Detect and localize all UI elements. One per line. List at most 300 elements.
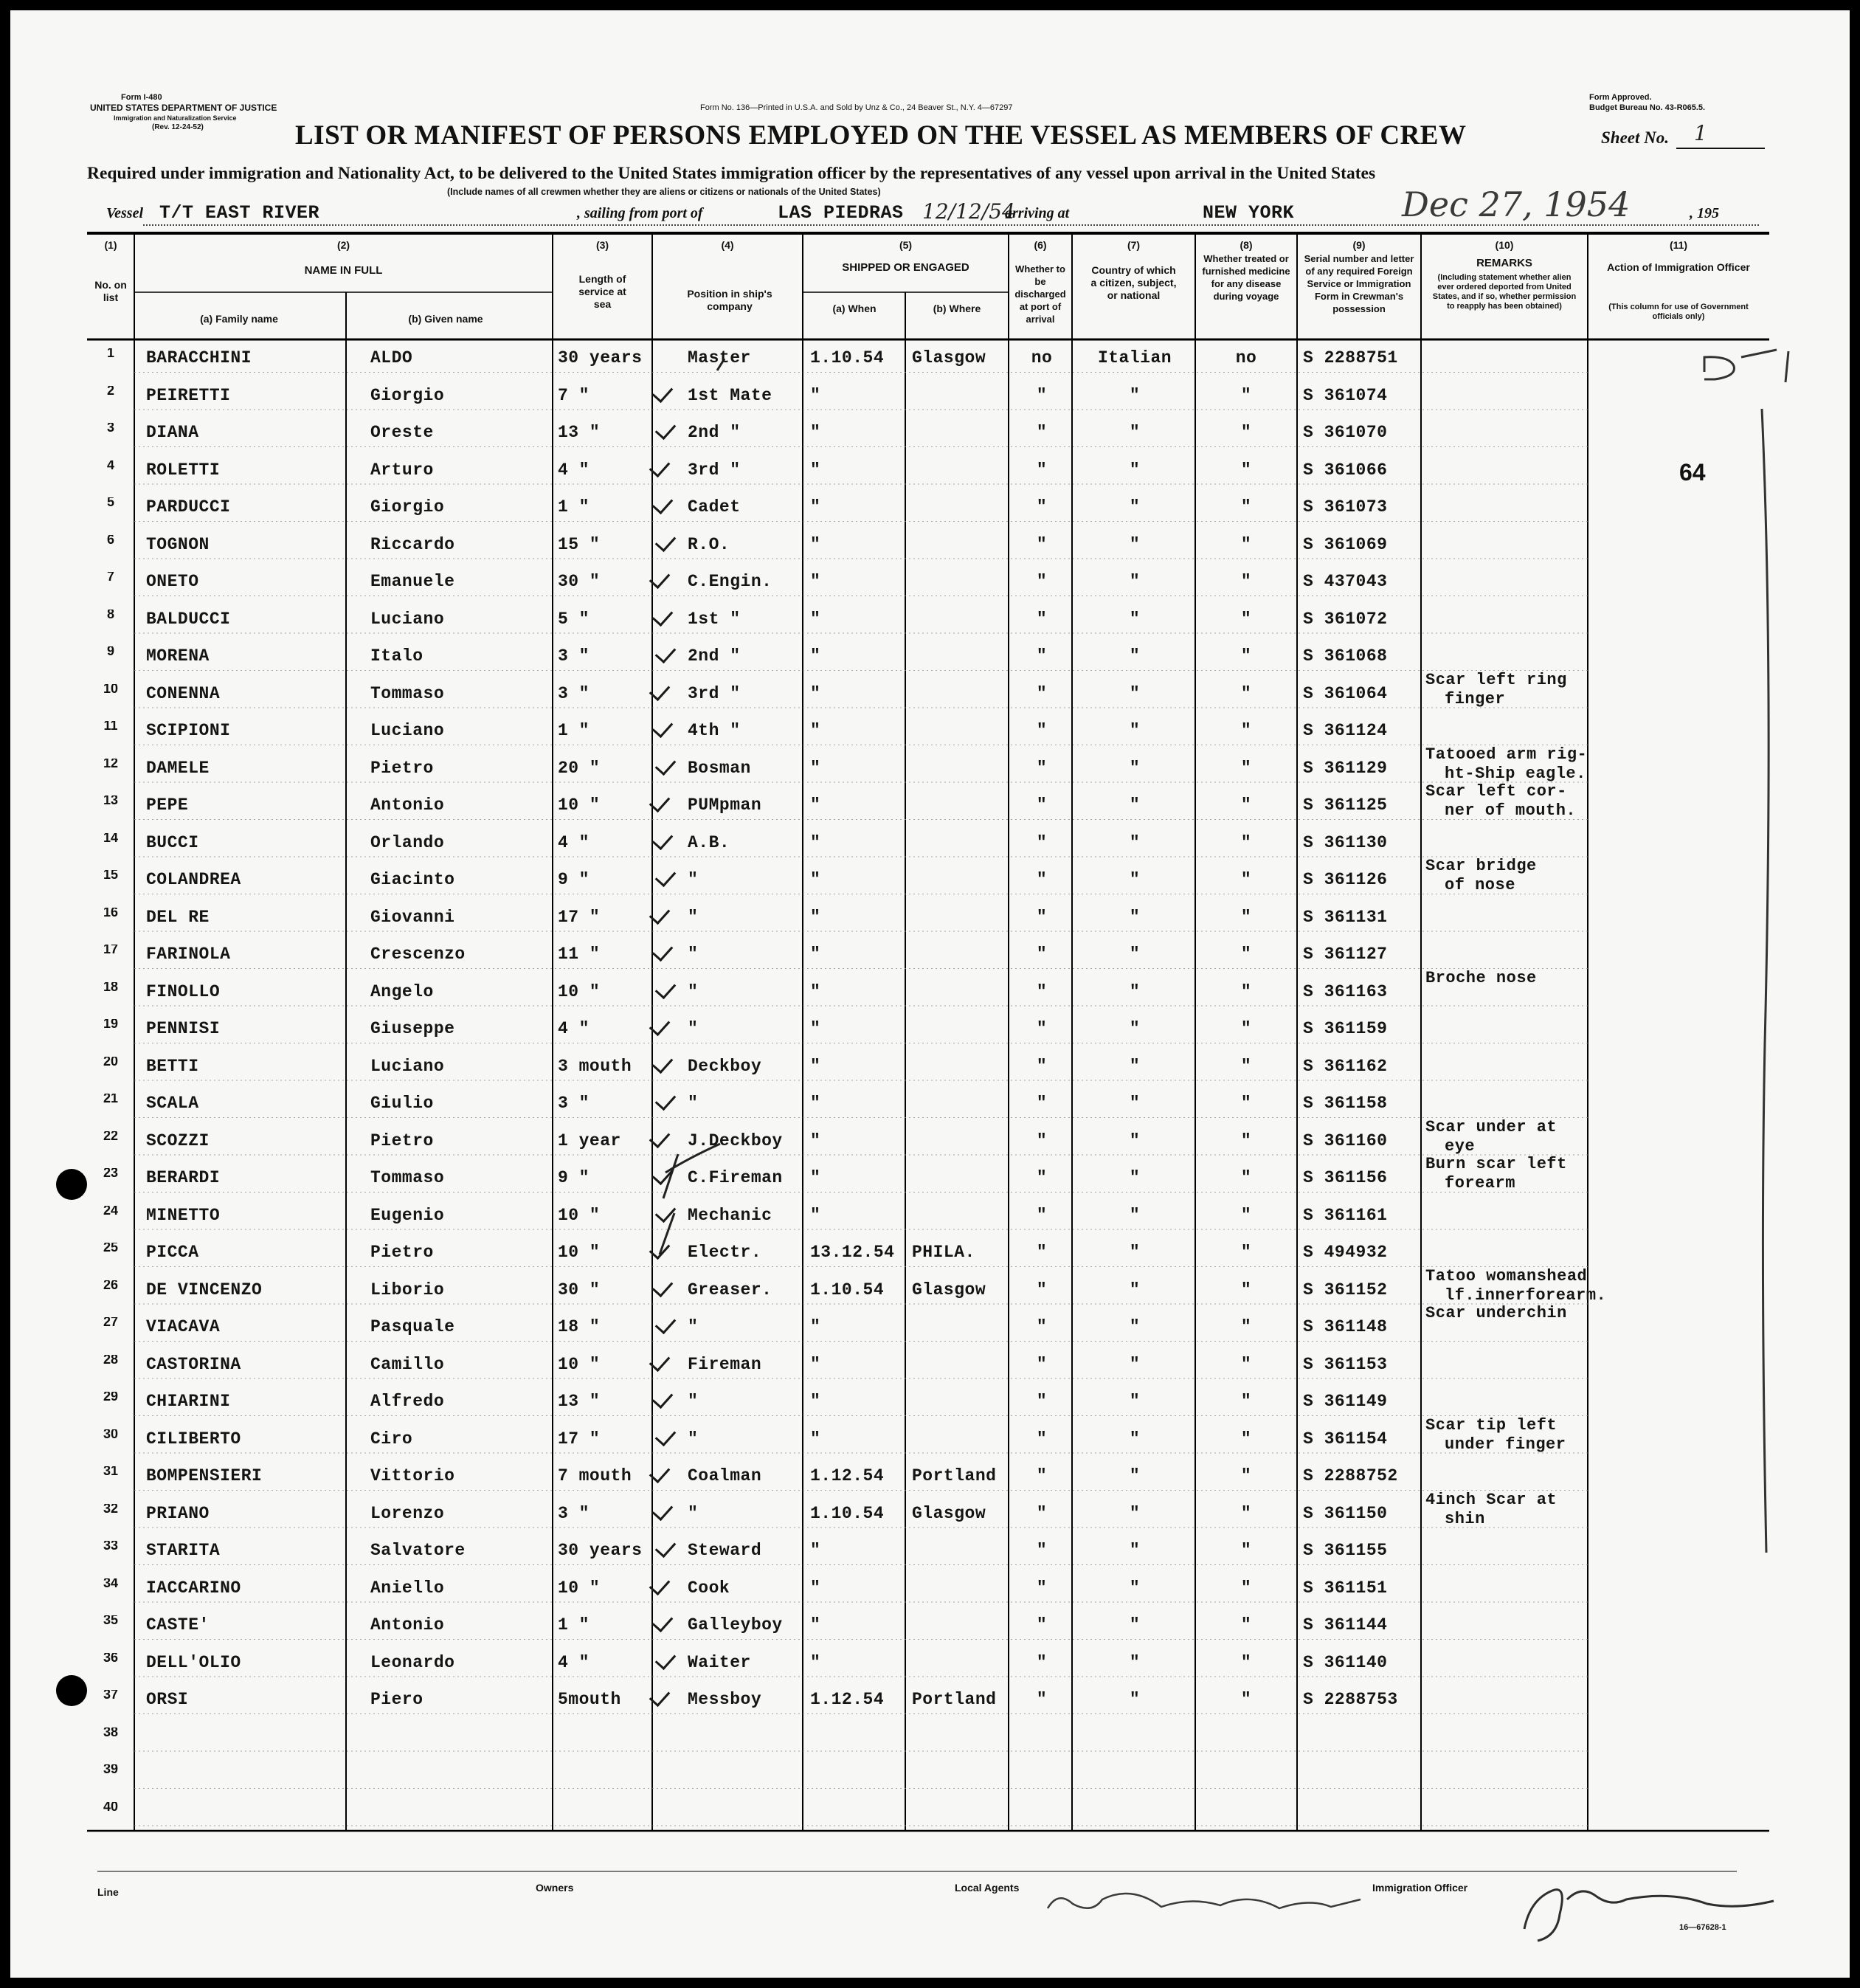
cell-pos: Steward	[688, 1541, 762, 1560]
cell-ctry: "	[1129, 721, 1141, 740]
cell-ser: S 361163	[1303, 981, 1388, 1001]
departure-port: LAS PIEDRAS	[778, 202, 904, 224]
cell-when: "	[810, 1615, 821, 1635]
cell-med: "	[1240, 460, 1252, 480]
cell-len: 30 "	[558, 572, 601, 591]
cell-med: "	[1240, 609, 1252, 629]
cell-n: 17	[103, 945, 119, 954]
cell-dis: "	[1036, 1205, 1048, 1225]
binder-hole-bottom	[56, 1675, 87, 1706]
cell-fam: BUCCI	[146, 832, 199, 852]
cell-n: 6	[106, 534, 114, 545]
cell-med: "	[1240, 1541, 1252, 1560]
cell-ser: S 361150	[1303, 1503, 1388, 1523]
cell-pos: Fireman	[688, 1354, 762, 1374]
cell-pos: "	[688, 1503, 699, 1523]
cell-pos: Greaser.	[688, 1280, 772, 1300]
cell-when: "	[810, 832, 821, 852]
cell-n: 36	[103, 1652, 119, 1663]
cell-med: "	[1240, 1243, 1252, 1262]
cell-fam: VIACAVA	[146, 1317, 221, 1336]
cell-dis: "	[1036, 609, 1048, 629]
cell-dis: "	[1036, 1354, 1048, 1374]
cell-ctry: "	[1129, 1168, 1141, 1187]
cell-giv: Liborio	[370, 1280, 445, 1300]
cell-fam: BOMPENSIERI	[146, 1466, 263, 1485]
cell-med: "	[1240, 981, 1252, 1001]
cell-med: "	[1240, 1652, 1252, 1672]
remarks-line-2: ner of mouth.	[1445, 801, 1577, 820]
col-num-4: (4)	[721, 239, 734, 251]
cell-fam: PENNISI	[146, 1019, 221, 1038]
cell-giv: Eugenio	[370, 1205, 445, 1225]
remarks-line-2: forearm	[1445, 1174, 1515, 1193]
cell-ctry: "	[1129, 1690, 1141, 1709]
cell-len: 3 "	[558, 683, 590, 703]
cell-ser: S 2288753	[1303, 1690, 1398, 1709]
cell-when: "	[810, 945, 821, 964]
cell-fam: SCIPIONI	[146, 721, 231, 740]
cell-ctry: "	[1129, 1019, 1141, 1038]
cell-n: 9	[106, 646, 114, 656]
cell-n: 15	[103, 870, 119, 880]
cell-when: "	[810, 1354, 821, 1374]
cell-ctry: "	[1129, 1652, 1141, 1672]
cell-pos: Deckboy	[688, 1056, 762, 1076]
cell-dis: "	[1036, 1056, 1048, 1076]
cell-pos: PUMpman	[688, 795, 762, 815]
cell-ctry: "	[1129, 1503, 1141, 1523]
cell-dis: "	[1036, 795, 1048, 815]
cell-when: "	[810, 1392, 821, 1411]
cell-ser: S 361064	[1303, 683, 1388, 703]
cell-med: "	[1240, 1690, 1252, 1709]
cell-len: 5mouth	[558, 1690, 621, 1709]
cell-when: 1.10.54	[810, 1280, 885, 1300]
cell-giv: Camillo	[370, 1354, 445, 1374]
cell-n: 18	[103, 981, 119, 992]
cell-dis: "	[1036, 534, 1048, 554]
cell-n: 23	[103, 1168, 119, 1178]
cell-ser: S 361074	[1303, 385, 1388, 405]
cell-len: 4 "	[558, 1019, 590, 1038]
cell-pos: 3rd "	[688, 683, 741, 703]
col-discharged: Whether to be discharged at port of arrival	[1014, 263, 1066, 325]
cell-pos: "	[688, 907, 699, 927]
cell-when: "	[810, 981, 821, 1001]
cell-n: 24	[103, 1205, 119, 1215]
cell-len: 1 "	[558, 497, 590, 517]
cell-ser: S 361149	[1303, 1392, 1388, 1411]
vessel-name: T/T EAST RIVER	[159, 202, 320, 224]
rev-label: (Rev. 12-24-52)	[152, 123, 204, 131]
cell-len: 10 "	[558, 1354, 601, 1374]
cell-n: 30	[103, 1429, 119, 1439]
cell-ctry: "	[1129, 1056, 1141, 1076]
cell-n: 29	[103, 1392, 119, 1401]
cell-pos: 3rd "	[688, 460, 741, 480]
form-approved: Form Approved.	[1589, 93, 1652, 102]
cell-len: 13 "	[558, 1392, 601, 1411]
cell-len: 3 "	[558, 1094, 590, 1113]
cell-ctry: "	[1129, 1131, 1141, 1150]
cell-pos: C.Fireman	[688, 1168, 783, 1187]
cell-med: "	[1240, 758, 1252, 778]
remarks-line-1: Scar left cor-	[1425, 782, 1567, 801]
col-medicine: Whether treated or furnished medicine for any disease during voyage	[1202, 253, 1290, 302]
footer-line-label: Line	[97, 1886, 119, 1898]
cell-giv: Tommaso	[370, 683, 445, 703]
cell-fam: FARINOLA	[146, 945, 231, 964]
cell-fam: FINOLLO	[146, 981, 221, 1001]
cell-giv: Giuseppe	[370, 1019, 455, 1038]
cell-pos: "	[688, 981, 699, 1001]
cell-ctry: Italian	[1097, 348, 1172, 367]
cell-len: 30 years	[558, 348, 643, 367]
cell-fam: IACCARINO	[146, 1578, 241, 1598]
cell-med: "	[1240, 534, 1252, 554]
cell-med: "	[1240, 423, 1252, 442]
cell-len: 10 "	[558, 1578, 601, 1598]
cell-n: 19	[103, 1019, 119, 1029]
cell-ser: S 361162	[1303, 1056, 1388, 1076]
cell-when: "	[810, 385, 821, 405]
cell-fam: DAMELE	[146, 758, 210, 778]
cell-n: 2	[106, 385, 114, 396]
cell-dis: "	[1036, 1690, 1048, 1709]
cell-len: 1 "	[558, 721, 590, 740]
cell-dis: "	[1036, 758, 1048, 778]
cell-dis: "	[1036, 460, 1048, 480]
remarks-line-1: Tatooed arm rig-	[1425, 745, 1588, 764]
cell-giv: Lorenzo	[370, 1503, 445, 1523]
cell-ctry: "	[1129, 795, 1141, 815]
cell-ser: S 361140	[1303, 1652, 1388, 1672]
cell-pos: J.Deckboy	[688, 1131, 783, 1150]
cell-dis: "	[1036, 907, 1048, 927]
cell-len: 4 "	[558, 832, 590, 852]
cell-ctry: "	[1129, 460, 1141, 480]
cell-where: Portland	[912, 1690, 997, 1709]
cell-n: 12	[103, 758, 119, 768]
cell-fam: CILIBERTO	[146, 1429, 241, 1449]
cell-med: "	[1240, 497, 1252, 517]
cell-fam: BARACCHINI	[146, 348, 252, 367]
page-subtitle: Required under immigration and Nationality Act, to be delivered to the United States immigration officer by the representatives of any vessel upon arrival in the United States	[87, 164, 1376, 183]
col-remarks-note: (Including statement whether alien ever ordered deported from United States, and if so, whether permission to reapply has been obtained)	[1432, 273, 1577, 311]
cell-when: "	[810, 795, 821, 815]
cell-pos: C.Engin.	[688, 572, 772, 591]
cell-ctry: "	[1129, 1429, 1141, 1449]
cell-len: 9 "	[558, 870, 590, 889]
cell-when: 1.10.54	[810, 348, 885, 367]
cell-pos: 1st Mate	[688, 385, 772, 405]
cell-where: Glasgow	[912, 348, 986, 367]
remarks-line-1: Scar bridge	[1425, 857, 1537, 875]
cell-len: 7 "	[558, 385, 590, 405]
cell-when: "	[810, 460, 821, 480]
cell-ser: S 2288751	[1303, 348, 1398, 367]
cell-fam: DELL'OLIO	[146, 1652, 241, 1672]
footer-officer-label: Immigration Officer	[1372, 1882, 1468, 1894]
cell-giv: Alfredo	[370, 1392, 445, 1411]
cell-dis: "	[1036, 1243, 1048, 1262]
cell-giv: Giovanni	[370, 907, 455, 927]
cell-when: "	[810, 646, 821, 666]
col-action: Action of Immigration Officer	[1607, 261, 1750, 273]
cell-ser: S 361153	[1303, 1354, 1388, 1374]
table-row	[87, 1793, 1769, 1831]
footer-form-code: 16—67628-1	[1679, 1923, 1726, 1932]
cell-med: "	[1240, 1131, 1252, 1150]
cell-len: 13 "	[558, 423, 601, 442]
col-remarks: REMARKS	[1476, 257, 1532, 269]
remarks-line-1: 4inch Scar at	[1425, 1490, 1558, 1509]
cell-n: 3	[106, 423, 114, 432]
cell-giv: Oreste	[370, 423, 434, 442]
cell-n: 32	[103, 1503, 119, 1514]
cell-n: 22	[103, 1131, 119, 1141]
cell-when: "	[810, 721, 821, 740]
cell-dis: "	[1036, 1317, 1048, 1336]
cell-pos: R.O.	[688, 534, 730, 554]
cell-med: "	[1240, 1466, 1252, 1485]
cell-ctry: "	[1129, 1615, 1141, 1635]
cell-dis: "	[1036, 683, 1048, 703]
cell-med: "	[1240, 646, 1252, 666]
cell-n: 10	[103, 683, 119, 694]
cell-med: "	[1240, 795, 1252, 815]
remarks-line-2: finger	[1445, 689, 1506, 708]
cell-ctry: "	[1129, 572, 1141, 591]
col-num-2: (2)	[336, 239, 350, 251]
cell-ctry: "	[1129, 981, 1141, 1001]
col-num-8: (8)	[1240, 239, 1253, 251]
remarks-line-1: Scar left ring	[1425, 670, 1567, 689]
cell-fam: CASTE'	[146, 1615, 210, 1635]
remarks-line-2: shin	[1445, 1509, 1485, 1528]
cell-when: "	[810, 1019, 821, 1038]
cell-giv: Angelo	[370, 981, 434, 1001]
cell-n: 1	[106, 348, 114, 358]
cell-pos: A.B.	[688, 832, 730, 852]
cell-fam: CHIARINI	[146, 1392, 231, 1411]
cell-when: "	[810, 1578, 821, 1598]
cell-fam: SCALA	[146, 1094, 199, 1113]
cell-len: 3 "	[558, 1503, 590, 1523]
cell-pos: "	[688, 1317, 699, 1336]
cell-giv: Pietro	[370, 1243, 434, 1262]
cell-pos: "	[688, 1019, 699, 1038]
cell-pos: "	[688, 1094, 699, 1113]
year-label: , 195	[1690, 205, 1719, 221]
cell-n: 38	[103, 1727, 119, 1737]
cell-ctry: "	[1129, 1317, 1141, 1336]
cell-ctry: "	[1129, 870, 1141, 889]
cell-ser: S 361152	[1303, 1280, 1388, 1300]
col-num-1: (1)	[104, 239, 117, 251]
cell-med: "	[1240, 1354, 1252, 1374]
cell-ctry: "	[1129, 1578, 1141, 1598]
cell-med: "	[1240, 907, 1252, 927]
arriving-label: arriving at	[1005, 205, 1070, 221]
cell-dis: "	[1036, 572, 1048, 591]
cell-ser: S 361126	[1303, 870, 1388, 889]
cell-ser: S 361069	[1303, 534, 1388, 554]
cell-fam: ROLETTI	[146, 460, 221, 480]
cell-len: 4 "	[558, 460, 590, 480]
cell-dis: "	[1036, 1615, 1048, 1635]
cell-fam: DIANA	[146, 423, 199, 442]
cell-fam: DE VINCENZO	[146, 1280, 263, 1300]
col-action-note: (This column for use of Government officials only)	[1608, 303, 1749, 321]
col-num-11: (11)	[1669, 239, 1688, 251]
cell-ser: S 361073	[1303, 497, 1388, 517]
cell-n: 27	[103, 1317, 119, 1327]
cell-ser: S 361156	[1303, 1168, 1388, 1187]
cell-dis: "	[1036, 981, 1048, 1001]
cell-dis: "	[1036, 1503, 1048, 1523]
cell-len: 9 "	[558, 1168, 590, 1187]
cell-fam: SCOZZI	[146, 1131, 210, 1150]
cell-ctry: "	[1129, 683, 1141, 703]
cell-med: "	[1240, 870, 1252, 889]
cell-med: "	[1240, 1056, 1252, 1076]
cell-fam: CASTORINA	[146, 1354, 241, 1374]
cell-dis: "	[1036, 1094, 1048, 1113]
col-num-10: (10)	[1495, 239, 1514, 251]
cell-len: 5 "	[558, 609, 590, 629]
cell-n: 5	[106, 497, 114, 507]
cell-when: 13.12.54	[810, 1243, 895, 1262]
cell-ser: S 361130	[1303, 832, 1388, 852]
cell-ser: S 361072	[1303, 609, 1388, 629]
cell-pos: Messboy	[688, 1690, 762, 1709]
cell-pos: "	[688, 870, 699, 889]
cell-ser: S 361125	[1303, 795, 1388, 815]
cell-when: "	[810, 870, 821, 889]
cell-giv: Antonio	[370, 795, 445, 815]
cell-giv: Crescenzo	[370, 945, 466, 964]
cell-ctry: "	[1129, 646, 1141, 666]
remarks-line-2: ht-Ship eagle.	[1445, 764, 1586, 783]
cell-n: 40	[103, 1801, 119, 1812]
col-country: Country of which a citizen, subject, or national	[1090, 264, 1177, 301]
cell-pos: Waiter	[688, 1652, 751, 1672]
cell-giv: Italo	[370, 646, 423, 666]
cell-pos: "	[688, 1429, 699, 1449]
cell-pos: Coalman	[688, 1466, 762, 1485]
cell-when: "	[810, 572, 821, 591]
cell-dis: "	[1036, 1652, 1048, 1672]
cell-when: "	[810, 1317, 821, 1336]
cell-pos: 4th "	[688, 721, 741, 740]
cell-fam: CONENNA	[146, 683, 221, 703]
col-num-9: (9)	[1352, 239, 1366, 251]
cell-n: 14	[103, 832, 119, 843]
footer-local-agents-label: Local Agents	[955, 1882, 1020, 1894]
cell-giv: Tommaso	[370, 1168, 445, 1187]
service-label: Immigration and Naturalization Service	[114, 114, 237, 122]
cell-len: 30 years	[558, 1541, 643, 1560]
manifest-sheet	[10, 10, 1850, 1978]
cell-n: 25	[103, 1243, 119, 1252]
col-given-name: (b) Given name	[408, 313, 483, 325]
binder-hole-top	[56, 1169, 87, 1200]
col-length: Length of service at sea	[578, 273, 626, 310]
cell-giv: Ciro	[370, 1429, 413, 1449]
cell-when: "	[810, 1131, 821, 1150]
budget-bureau: Budget Bureau No. 43-R065.5.	[1589, 103, 1706, 112]
cell-giv: Riccardo	[370, 534, 455, 554]
cell-med: "	[1240, 1205, 1252, 1225]
cell-n: 11	[103, 721, 118, 731]
cell-dis: "	[1036, 1019, 1048, 1038]
cell-dis: "	[1036, 1578, 1048, 1598]
cell-when: "	[810, 609, 821, 629]
col-serial: Serial number and letter of any required Foreign Service or Immigration Form in Crewman's possession	[1304, 253, 1414, 314]
col-num-7: (7)	[1127, 239, 1141, 251]
cell-n: 28	[103, 1354, 119, 1364]
cell-fam: TOGNON	[146, 534, 210, 554]
cell-len: 18 "	[558, 1317, 601, 1336]
cell-ctry: "	[1129, 609, 1141, 629]
cell-n: 7	[106, 572, 114, 581]
cell-fam: BERARDI	[146, 1168, 221, 1187]
cell-fam: COLANDREA	[146, 870, 241, 889]
cell-fam: BETTI	[146, 1056, 199, 1076]
cell-n: 16	[103, 907, 119, 917]
cell-ctry: "	[1129, 1205, 1141, 1225]
cell-where: Glasgow	[912, 1280, 986, 1300]
cell-len: 10 "	[558, 795, 601, 815]
cell-dis: "	[1036, 497, 1048, 517]
cell-giv: Aniello	[370, 1578, 445, 1598]
cell-when: "	[810, 1652, 821, 1672]
cell-pos: 2nd "	[688, 646, 741, 666]
col-when: (a) When	[832, 303, 877, 314]
cell-ser: S 361127	[1303, 945, 1388, 964]
cell-med: "	[1240, 1429, 1252, 1449]
cell-ser: S 361161	[1303, 1205, 1388, 1225]
cell-giv: Pietro	[370, 758, 434, 778]
cell-med: "	[1240, 683, 1252, 703]
cell-pos: "	[688, 1392, 699, 1411]
remarks-line-2: lf.innerforearm.	[1445, 1285, 1607, 1305]
cell-giv: Emanuele	[370, 572, 455, 591]
cell-when: "	[810, 1541, 821, 1560]
cell-ser: S 361159	[1303, 1019, 1388, 1038]
col-where: (b) Where	[933, 303, 981, 314]
remarks-line-2: under finger	[1445, 1435, 1566, 1454]
cell-n: 13	[103, 795, 119, 805]
cell-dis: "	[1036, 1392, 1048, 1411]
table-row	[87, 1756, 1769, 1793]
cell-pos: Electr.	[688, 1243, 762, 1262]
cell-dis: "	[1036, 1466, 1048, 1485]
cell-n: 37	[103, 1690, 119, 1699]
cell-when: "	[810, 1094, 821, 1113]
col-num-6: (6)	[1034, 239, 1047, 251]
remarks-line-1: Broche nose	[1425, 968, 1537, 987]
cell-dis: "	[1036, 1168, 1048, 1187]
cell-ser: S 361066	[1303, 460, 1388, 480]
arrival-date-handwritten: Dec 27, 1954	[1402, 184, 1631, 224]
cell-giv: Antonio	[370, 1615, 445, 1635]
cell-giv: Vittorio	[370, 1466, 455, 1485]
cell-ser: S 361154	[1303, 1429, 1388, 1449]
cell-med: "	[1240, 385, 1252, 405]
